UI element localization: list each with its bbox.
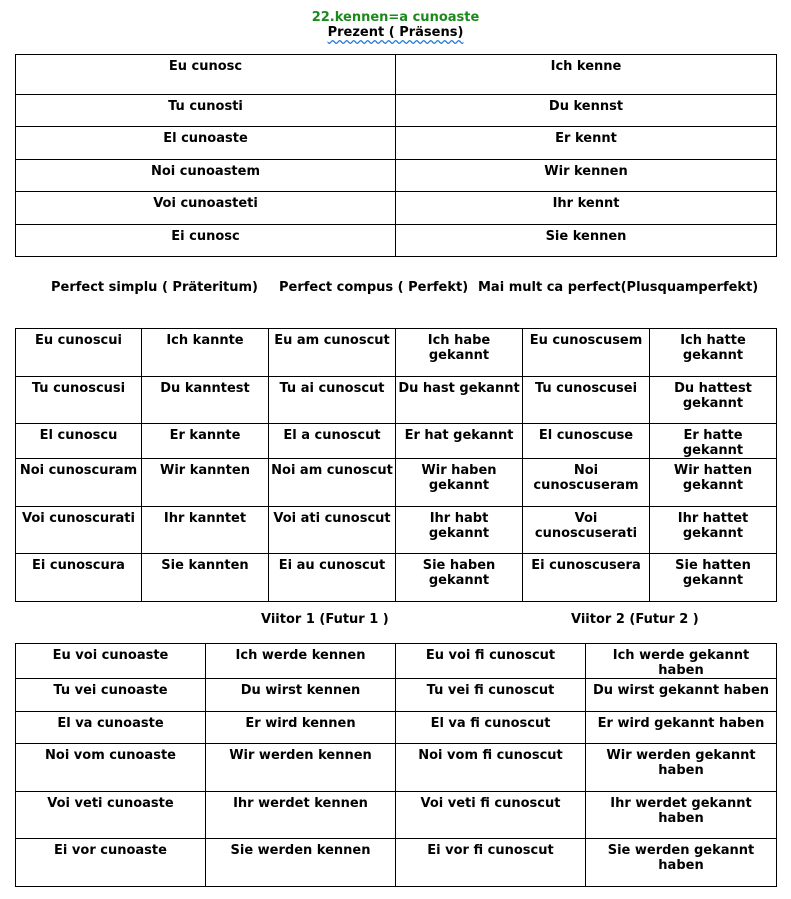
table-row — [16, 55, 777, 95]
table-cell: Noi cunoscuram — [16, 459, 142, 507]
table-cell: Wir werden kennen — [206, 744, 396, 792]
table-cell: Ei vor cunoaste — [16, 839, 206, 887]
table-row — [16, 377, 777, 424]
table-cell: Ei cunosc — [16, 225, 396, 257]
table-cell: Tu cunoscusi — [16, 377, 142, 424]
table-row — [16, 95, 777, 127]
table-cell: Wir kannten — [142, 459, 269, 507]
table-cell: Du hattest gekannt — [650, 377, 777, 424]
table-cell: Du kennst — [396, 95, 777, 127]
table-cell: Ich kenne — [396, 55, 777, 95]
table-cell: Ei cunoscusera — [523, 554, 650, 602]
page-subtitle — [0, 25, 791, 40]
table-cell: Du wirst gekannt haben — [586, 679, 777, 712]
table-cell: Ihr hattet gekannt — [650, 507, 777, 554]
table-cell: El cunoscuse — [523, 424, 650, 459]
table-row — [16, 192, 777, 225]
table-cell: Ihr habt gekannt — [396, 507, 523, 554]
present-table — [15, 54, 777, 257]
table-cell: Voi veti fi cunoscut — [396, 792, 586, 839]
table-row — [16, 839, 777, 887]
table-cell: Voi cunoasteti — [16, 192, 396, 225]
table-cell: Ich werde gekannt haben — [586, 644, 777, 679]
table-cell: Ihr kennt — [396, 192, 777, 225]
table-cell: Er kannte — [142, 424, 269, 459]
table-cell: Ich werde kennen — [206, 644, 396, 679]
table-cell: Er wird gekannt haben — [586, 712, 777, 744]
table-cell: Er hat gekannt — [396, 424, 523, 459]
table-cell: Ich hatte gekannt — [650, 329, 777, 377]
table-row — [16, 424, 777, 459]
future-table — [15, 643, 777, 887]
table-cell: Wir kennen — [396, 160, 777, 192]
table-cell: Noi vom cunoaste — [16, 744, 206, 792]
table-cell: Ei cunoscura — [16, 554, 142, 602]
table-row — [16, 127, 777, 160]
table-row — [16, 644, 777, 679]
table-cell: Ei vor fi cunoscut — [396, 839, 586, 887]
table-cell: Eu cunoscui — [16, 329, 142, 377]
table-cell: Ich kannte — [142, 329, 269, 377]
table-row — [16, 792, 777, 839]
table-cell: Du wirst kennen — [206, 679, 396, 712]
subtitle-text: Prezent ( Präsens) — [327, 25, 464, 40]
table-row — [16, 329, 777, 377]
table-cell: Eu cunosc — [16, 55, 396, 95]
table-cell: Noi cunoastem — [16, 160, 396, 192]
table-cell: Eu voi cunoaste — [16, 644, 206, 679]
table-cell: Noi cunoscuseram — [523, 459, 650, 507]
table-cell: Ihr kanntet — [142, 507, 269, 554]
table-cell: Du kanntest — [142, 377, 269, 424]
table-cell: Sie hatten gekannt — [650, 554, 777, 602]
table-cell: Noi vom fi cunoscut — [396, 744, 586, 792]
table-cell: El cunoaste — [16, 127, 396, 160]
table-row — [16, 160, 777, 192]
table-row — [16, 679, 777, 712]
table-cell: Eu voi fi cunoscut — [396, 644, 586, 679]
table-cell: El a cunoscut — [269, 424, 396, 459]
table-cell: Ihr werdet gekannt haben — [586, 792, 777, 839]
label-viitor-2: Viitor 2 (Futur 2 ) — [571, 612, 699, 627]
table-cell: Voi veti cunoaste — [16, 792, 206, 839]
table-cell: Voi cunoscurati — [16, 507, 142, 554]
table-row — [16, 507, 777, 554]
table-row — [16, 459, 777, 507]
table-cell: El cunoscu — [16, 424, 142, 459]
table-cell: Sie werden gekannt haben — [586, 839, 777, 887]
table-cell: Sie kennen — [396, 225, 777, 257]
table-cell: Voi ati cunoscut — [269, 507, 396, 554]
page-title: 22.kennen=a cunoaste — [311, 10, 480, 25]
label-mai-mult-ca-perfect: Mai mult ca perfect(Plusquamperfekt) — [478, 280, 759, 295]
table-cell: Tu cunoscusei — [523, 377, 650, 424]
table-cell: Ich habe gekannt — [396, 329, 523, 377]
table-cell: Eu am cunoscut — [269, 329, 396, 377]
label-perfect-simplu: Perfect simplu ( Präteritum) — [51, 280, 258, 295]
table-cell: Eu cunoscusem — [523, 329, 650, 377]
label-viitor-1: Viitor 1 (Futur 1 ) — [261, 612, 389, 627]
table-row — [16, 225, 777, 257]
table-row — [16, 712, 777, 744]
table-cell: Noi am cunoscut — [269, 459, 396, 507]
table-cell: Er hatte gekannt — [650, 424, 777, 459]
table-cell: Tu vei fi cunoscut — [396, 679, 586, 712]
table-row — [16, 554, 777, 602]
table-cell: Tu cunosti — [16, 95, 396, 127]
table-cell: Er wird kennen — [206, 712, 396, 744]
table-cell: Ihr werdet kennen — [206, 792, 396, 839]
table-cell: Sie kannten — [142, 554, 269, 602]
table-cell: Wir werden gekannt haben — [586, 744, 777, 792]
table-cell: Du hast gekannt — [396, 377, 523, 424]
table-cell: El va cunoaste — [16, 712, 206, 744]
label-perfect-compus: Perfect compus ( Perfekt) — [279, 280, 469, 295]
table-cell: Ei au cunoscut — [269, 554, 396, 602]
table-cell: Tu vei cunoaste — [16, 679, 206, 712]
past-table — [15, 328, 777, 602]
table-cell: Sie haben gekannt — [396, 554, 523, 602]
table-row — [16, 744, 777, 792]
table-cell: Wir hatten gekannt — [650, 459, 777, 507]
table-cell: Wir haben gekannt — [396, 459, 523, 507]
table-cell: Er kennt — [396, 127, 777, 160]
table-cell: Sie werden kennen — [206, 839, 396, 887]
table-cell: Tu ai cunoscut — [269, 377, 396, 424]
table-cell: El va fi cunoscut — [396, 712, 586, 744]
table-cell: Voi cunoscuserati — [523, 507, 650, 554]
